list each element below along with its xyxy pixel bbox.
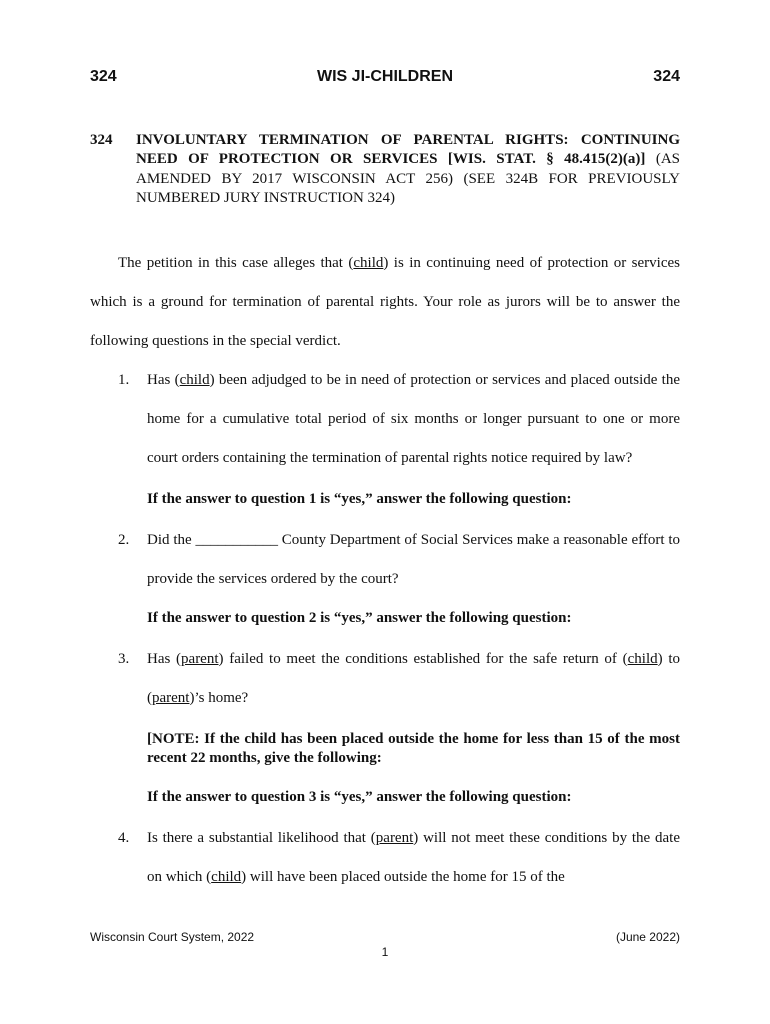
- title-text: [136, 131, 680, 208]
- intro-paragraph: [90, 244, 680, 361]
- question-4-parent-blank: parent: [375, 830, 414, 846]
- question-2-text: Did the ___________ County Department of Social Services make a reasonable effort to provide the services ordered by the court?: [147, 532, 680, 587]
- note-paragraph: [NOTE: If the child has been placed outside the home for less than 15 of the most recent 22 months, give the following:: [147, 731, 680, 766]
- intro-text-2: ) is in continuing need of protection or services which is a ground for termination of parental rights. Your role as jurors will be to answer the following questions in the special verdict.: [90, 255, 680, 349]
- instruction-after-q3: If the answer to question 3 is “yes,” answer the following question:: [147, 789, 572, 805]
- instruction-after-q2: If the answer to question 2 is “yes,” answer the following question:: [147, 610, 572, 626]
- instruction-title: [90, 131, 680, 208]
- question-3-text-1: Has (: [147, 651, 182, 667]
- question-3-text-4: )’s home?: [189, 690, 249, 706]
- question-1-text-1: Has (: [147, 372, 180, 388]
- question-3: [90, 640, 680, 718]
- question-1-text-2: ) been adjudged to be in need of protection or services and placed outside the home for a cumulative total period of six months or longer pursuant to one or more court orders containing the termination of parental rights notice required by law?: [147, 372, 680, 466]
- question-4-child-blank: child: [211, 869, 242, 885]
- question-1: [90, 361, 680, 478]
- footer-right: (June 2022): [615, 930, 680, 944]
- question-3-parent-blank: parent: [181, 651, 219, 667]
- question-4-text-1: Is there a substantial likelihood that (: [147, 830, 376, 846]
- question-1-number: 1.: [118, 372, 130, 388]
- title-bold-text: INVOLUNTARY TERMINATION OF PARENTAL RIGHTS: CONTINUING NEED OF PROTECTION OR SERVICES [WIS. STAT. § 48.415(2)(a)]: [136, 132, 680, 168]
- question-3-number: 3.: [118, 651, 130, 667]
- question-2: [90, 521, 680, 599]
- header-title: WIS JI-CHILDREN: [317, 68, 453, 85]
- question-4-text-3: ) will have been placed outside the home for 15 of the: [241, 869, 565, 885]
- running-header: [90, 68, 680, 90]
- intro-child-blank: child: [353, 255, 384, 271]
- intro-text-1: The petition in this case alleges that (: [118, 255, 354, 271]
- question-3-child-blank: child: [627, 651, 658, 667]
- instruction-after-q1: If the answer to question 1 is “yes,” answer the following question:: [147, 491, 572, 507]
- page-footer: [90, 930, 680, 946]
- footer-left: Wisconsin Court System, 2022: [90, 930, 255, 944]
- header-left-number: 324: [90, 68, 117, 85]
- title-plain-text: (AS AMENDED BY 2017 WISCONSIN ACT 256) (SEE 324B FOR PREVIOUSLY NUMBERED JURY INSTRUCTION 324): [136, 151, 680, 206]
- question-4: [90, 819, 680, 897]
- page-number: 1: [381, 945, 389, 959]
- header-right-number: 324: [653, 68, 680, 85]
- question-3-text-3: ) to (: [147, 651, 681, 706]
- question-2-number: 2.: [118, 532, 130, 548]
- question-4-text-2: ) will not meet these conditions by the date on which (: [147, 830, 680, 885]
- title-number: 324: [90, 132, 113, 148]
- instruction-body: [90, 244, 680, 897]
- question-3-text-2: ) failed to meet the conditions established for the safe return of (: [218, 651, 628, 667]
- question-3-parent-blank-2: parent: [152, 690, 190, 706]
- question-4-number: 4.: [118, 830, 130, 846]
- question-1-child-blank: child: [179, 372, 210, 388]
